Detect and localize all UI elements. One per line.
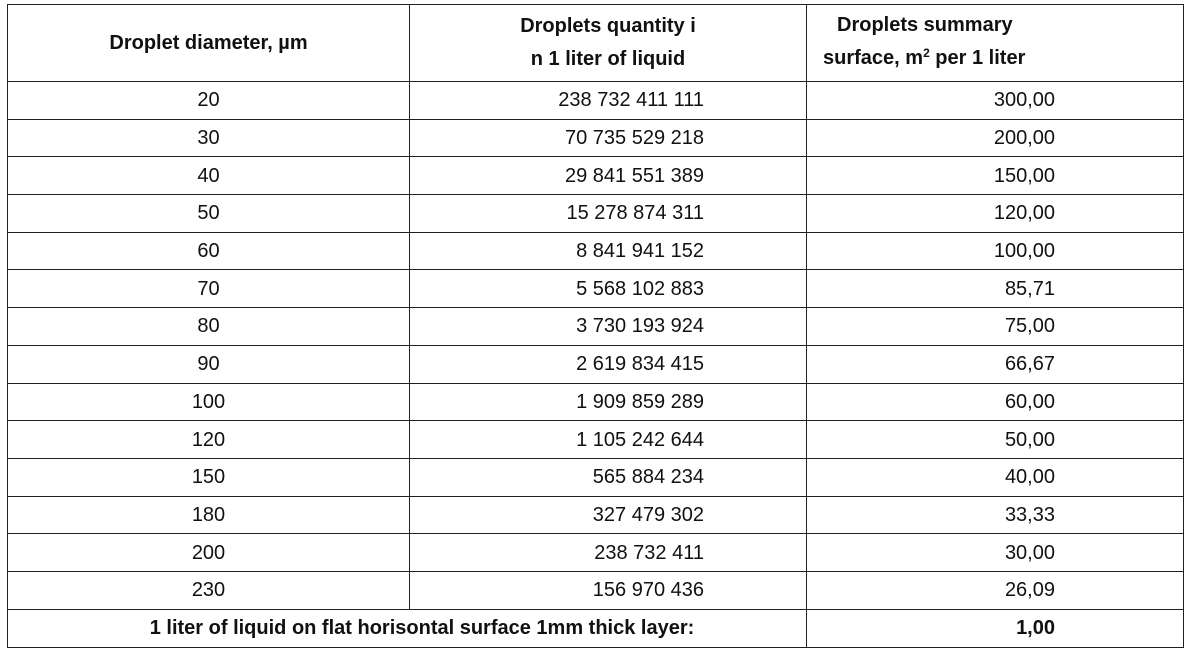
cell-surface: 50,00 <box>807 421 1184 459</box>
header-surface-line1: Droplets summary <box>837 14 1013 36</box>
cell-diameter: 50 <box>8 195 410 233</box>
cell-quantity: 70 735 529 218 <box>410 119 807 157</box>
cell-diameter: 150 <box>8 458 410 496</box>
cell-quantity: 29 841 551 389 <box>410 157 807 195</box>
header-diameter: Droplet diameter, µm <box>8 5 410 82</box>
cell-quantity: 238 732 411 <box>410 534 807 572</box>
cell-quantity: 238 732 411 111 <box>410 82 807 120</box>
cell-surface: 150,00 <box>807 157 1184 195</box>
header-surface-exponent: 2 <box>923 46 930 60</box>
cell-diameter: 70 <box>8 270 410 308</box>
table-row <box>8 157 1184 195</box>
table-row <box>8 119 1184 157</box>
cell-diameter: 40 <box>8 157 410 195</box>
cell-surface: 300,00 <box>807 82 1184 120</box>
cell-diameter: 100 <box>8 383 410 421</box>
cell-diameter: 20 <box>8 82 410 120</box>
cell-quantity: 327 479 302 <box>410 496 807 534</box>
footer-row <box>8 609 1184 647</box>
header-surface <box>807 5 1184 82</box>
table-row <box>8 496 1184 534</box>
droplet-table <box>7 4 1184 648</box>
table-row <box>8 383 1184 421</box>
cell-surface: 30,00 <box>807 534 1184 572</box>
table-row <box>8 308 1184 346</box>
cell-surface: 40,00 <box>807 458 1184 496</box>
cell-quantity: 156 970 436 <box>410 571 807 609</box>
cell-surface: 33,33 <box>807 496 1184 534</box>
cell-quantity: 15 278 874 311 <box>410 195 807 233</box>
cell-diameter: 120 <box>8 421 410 459</box>
cell-surface: 26,09 <box>807 571 1184 609</box>
header-surface-suffix: per 1 liter <box>929 47 1026 69</box>
header-quantity-line1: Droplets quantity i <box>520 15 696 37</box>
cell-diameter: 200 <box>8 534 410 572</box>
table-row <box>8 458 1184 496</box>
cell-surface: 75,00 <box>807 308 1184 346</box>
cell-quantity: 2 619 834 415 <box>410 345 807 383</box>
cell-diameter: 30 <box>8 119 410 157</box>
table-row <box>8 270 1184 308</box>
cell-surface: 66,67 <box>807 345 1184 383</box>
header-quantity-line2: n 1 liter of liquid <box>530 48 686 70</box>
cell-quantity: 565 884 234 <box>410 458 807 496</box>
footer-value: 1,00 <box>807 609 1184 647</box>
cell-surface: 200,00 <box>807 119 1184 157</box>
cell-quantity: 3 730 193 924 <box>410 308 807 346</box>
table-row <box>8 421 1184 459</box>
footer-label: 1 liter of liquid on flat horisontal surface 1mm thick layer: <box>8 609 807 647</box>
cell-quantity: 1 105 242 644 <box>410 421 807 459</box>
table-row <box>8 82 1184 120</box>
cell-surface: 120,00 <box>807 195 1184 233</box>
cell-diameter: 80 <box>8 308 410 346</box>
cell-diameter: 180 <box>8 496 410 534</box>
table-row <box>8 534 1184 572</box>
table-body <box>8 82 1184 610</box>
cell-diameter: 230 <box>8 571 410 609</box>
cell-quantity: 8 841 941 152 <box>410 232 807 270</box>
table-row <box>8 571 1184 609</box>
header-surface-unit: surface, m <box>823 47 924 69</box>
header-surface-line2 <box>823 42 1183 77</box>
table-row <box>8 195 1184 233</box>
table-row <box>8 232 1184 270</box>
header-quantity <box>410 5 807 82</box>
cell-quantity: 5 568 102 883 <box>410 270 807 308</box>
cell-surface: 60,00 <box>807 383 1184 421</box>
cell-quantity: 1 909 859 289 <box>410 383 807 421</box>
cell-diameter: 60 <box>8 232 410 270</box>
cell-surface: 85,71 <box>807 270 1184 308</box>
table-row <box>8 345 1184 383</box>
header-row <box>8 5 1184 82</box>
cell-surface: 100,00 <box>807 232 1184 270</box>
cell-diameter: 90 <box>8 345 410 383</box>
